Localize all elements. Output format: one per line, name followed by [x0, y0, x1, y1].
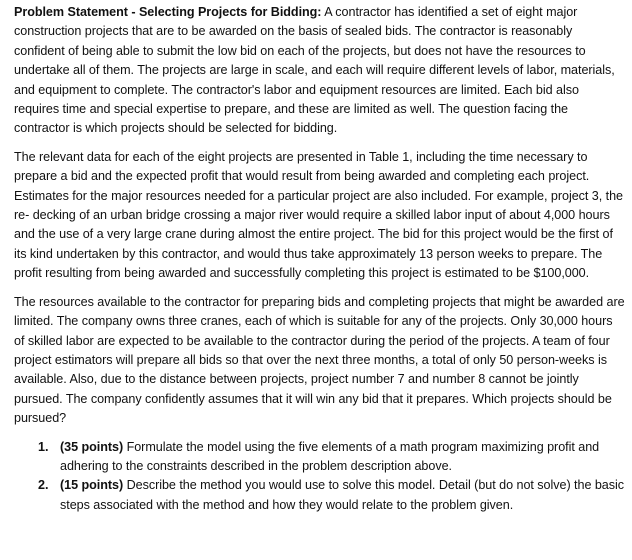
- question-item: [38, 438, 626, 477]
- question-text: Describe the method you would use to solve this model. Detail (but do not solve) the basic steps associated with the method and how they would relate to the problem given.: [60, 478, 624, 512]
- question-item: [38, 476, 626, 515]
- question-list: [14, 438, 626, 516]
- question-text: Formulate the model using the five elements of a math program maximizing profit and adhering to the constraints described in the problem description above.: [60, 439, 600, 473]
- question-points: (15 points): [60, 478, 124, 493]
- question-number: 1.: [38, 439, 49, 454]
- project-data-paragraph: The relevant data for each of the eight projects are presented in Table 1, including the time necessary to prepare a bid and the expected profit that would result from being awarded and completing each project. Estimates for the major resources needed for a particular project are also included. For example, project 3, the re- decking of an urban bridge crossing a major river would require a skilled labor input of about 4,000 hours and the use of a very large crane during almost the entire project. The bid for this project would be the first of its kind undertaken by this contractor, and would thus take approximately 13 person weeks to prepare. The profit resulting from being awarded and successfully completing this project is estimated to be $100,000.: [14, 149, 623, 281]
- problem-statement-intro: A contractor has identified a set of eight major construction projects that are to be awarded on the basis of sealed bids. The contractor is reasonably confident of being able to submit the low bid on each of the projects, but does not have the resources to undertake all of them. The projects are large in scale, and each will require different levels of labor, materials, and equipment to complete. The contractor's labor and equipment resources are limited. Each bid also requires time and special expertise to prepare, and these are limited as well. The question facing the contractor is which projects should be selected for bidding.: [14, 5, 615, 136]
- problem-statement-paragraph: [14, 3, 626, 139]
- question-number: 2.: [38, 478, 49, 493]
- problem-statement-heading: Problem Statement - Selecting Projects for Bidding:: [14, 5, 322, 19]
- question-body: [60, 438, 626, 477]
- resources-paragraph: The resources available to the contractor for preparing bids and completing projects that might be awarded are limited. The company owns three cranes, each of which is suitable for any of the projects. Only 30,000 hours of skilled labor are expected to be available to the contractor during the period of the projects. A team of four project estimators will prepare all bids so that over the next three months, a total of only 50 person-weeks is available. Also, due to the distance between projects, project number 7 and number 8 cannot be jointly pursued. The company confidently assumes that it will win any bid that it prepares. Which projects should be pursued?: [14, 294, 625, 426]
- question-points: (35 points): [60, 439, 124, 454]
- question-body: [60, 476, 626, 515]
